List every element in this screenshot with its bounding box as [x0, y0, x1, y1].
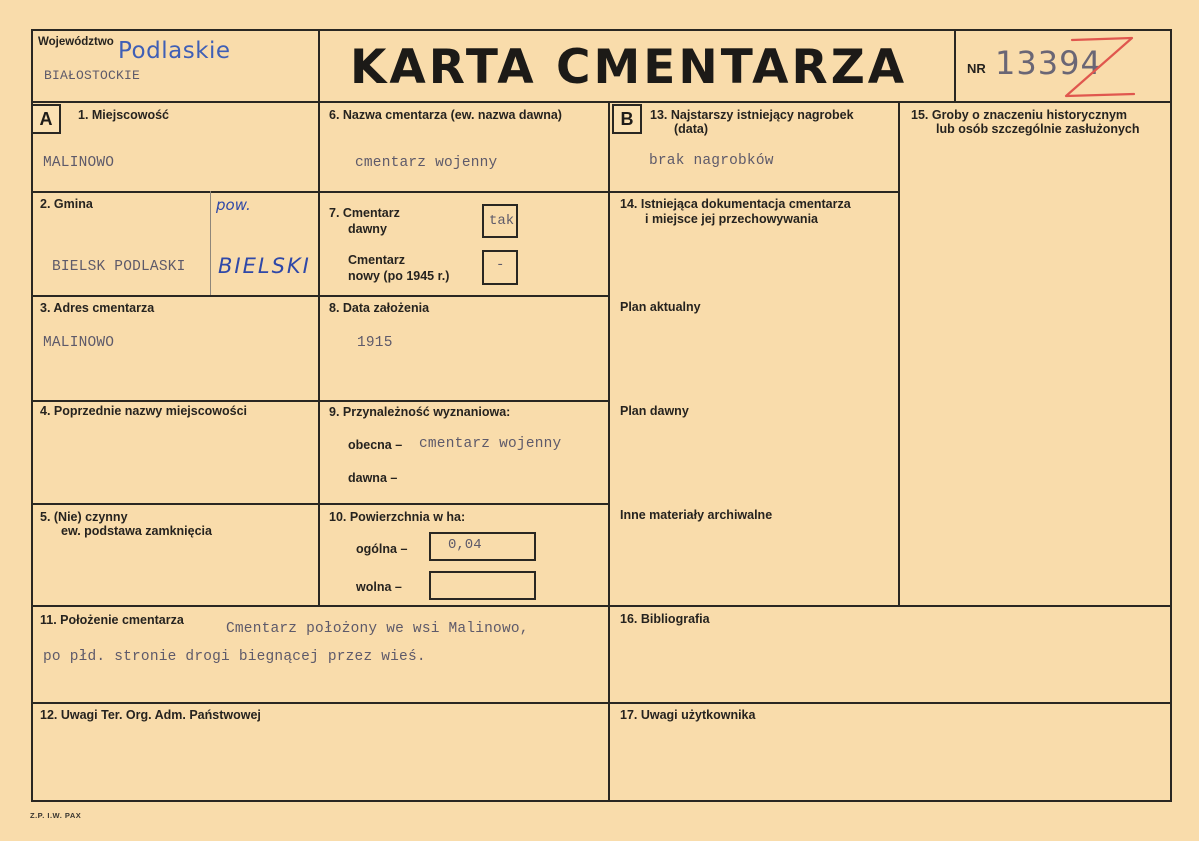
- field-7-label-nowy-1: Cmentarz: [348, 253, 405, 267]
- header-divider: [31, 101, 1172, 103]
- nr-value: 13394: [995, 44, 1102, 82]
- field-9-obecna-value: cmentarz wojenny: [419, 436, 562, 452]
- field-15-label-line2: lub osób szczególnie zasłużonych: [936, 122, 1140, 136]
- border-left: [31, 29, 33, 802]
- wojewodztwo-stamp: Podlaskie: [118, 38, 231, 64]
- plan-dawny-label: Plan dawny: [620, 404, 689, 418]
- col-divider-3: [898, 101, 900, 606]
- row-divider-5: [31, 605, 1172, 607]
- field-8-label: 8. Data założenia: [329, 301, 430, 315]
- section-b-marker: B: [612, 104, 642, 134]
- field-13-value: brak nagrobków: [649, 153, 774, 169]
- z-mark-icon: [1058, 34, 1140, 100]
- field-10-wolna-box: [429, 571, 536, 600]
- row-divider-6: [31, 702, 1172, 704]
- wojewodztwo-typed: BIAŁOSTOCKIE: [44, 68, 141, 83]
- border-top: [31, 29, 1172, 31]
- printer-mark: Z.P. I.W. PAX: [30, 811, 82, 820]
- field-3-value: MALINOWO: [43, 335, 115, 351]
- row-divider-1: [31, 191, 900, 193]
- field-10-ogolna-box: [429, 532, 536, 561]
- inne-materialy-label: Inne materiały archiwalne: [620, 508, 773, 522]
- field-13-label-line2: (data): [674, 122, 709, 136]
- field-13-label-line1: 13. Najstarszy istniejący nagrobek: [650, 108, 854, 122]
- nr-label: NR: [967, 61, 986, 76]
- field-11-line1: Cmentarz położony we wsi Malinowo,: [226, 621, 529, 637]
- col-divider-1: [318, 101, 320, 606]
- field-4-label: 4. Poprzednie nazwy miejscowości: [40, 404, 248, 418]
- field-15-label-line1: 15. Groby o znaczeniu historycznym: [911, 108, 1128, 122]
- field-2-pow-value: BIELSKI: [218, 254, 311, 278]
- field-7-label-nowy-2: nowy (po 1945 r.): [348, 269, 450, 283]
- field-7-dawny-value: tak: [489, 213, 515, 229]
- field-8-value: 1915: [357, 335, 393, 351]
- plan-aktualny-label: Plan aktualny: [620, 300, 701, 314]
- field-5-label-line1: 5. (Nie) czynny: [40, 510, 128, 524]
- field-7-label-dawny-2: dawny: [348, 222, 387, 236]
- header-v2: [954, 29, 956, 103]
- field-9-dawna-label: dawna –: [348, 471, 398, 485]
- field-14-label-line2: i miejsce jej przechowywania: [645, 212, 818, 226]
- gmina-divider: [210, 191, 211, 295]
- field-2-value: BIELSK PODLASKI: [52, 259, 186, 275]
- field-16-label: 16. Bibliografia: [620, 612, 710, 626]
- field-1-label: 1. Miejscowość: [78, 108, 170, 122]
- field-6-label: 6. Nazwa cmentarza (ew. nazwa dawna): [329, 108, 562, 122]
- section-a-marker: A: [31, 104, 61, 134]
- row-divider-2: [31, 295, 610, 297]
- field-2-pow-handwritten: pow.: [216, 196, 251, 214]
- border-bottom: [31, 800, 1172, 802]
- field-14-label-line1: 14. Istniejąca dokumentacja cmentarza: [620, 197, 851, 211]
- field-7-nowy-value: -: [496, 257, 505, 273]
- col-divider-2: [608, 101, 610, 800]
- field-5-label-line2: ew. podstawa zamknięcia: [61, 524, 212, 538]
- header-v1: [318, 29, 320, 103]
- field-7-label-dawny-1: 7. Cmentarz: [329, 206, 400, 220]
- field-1-value: MALINOWO: [43, 155, 115, 171]
- field-2-label: 2. Gmina: [40, 197, 93, 211]
- field-12-label: 12. Uwagi Ter. Org. Adm. Państwowej: [40, 708, 261, 722]
- field-11-line2: po płd. stronie drogi biegnącej przez wieś.: [43, 649, 426, 665]
- row-divider-4: [31, 503, 610, 505]
- page-title: KARTA CMENTARZA: [350, 40, 908, 95]
- field-9-label: 9. Przynależność wyznaniowa:: [329, 405, 511, 419]
- row-divider-3: [31, 400, 610, 402]
- field-10-wolna-label: wolna –: [356, 580, 402, 594]
- field-11-label: 11. Położenie cmentarza: [40, 613, 184, 627]
- field-3-label: 3. Adres cmentarza: [40, 301, 155, 315]
- field-6-value: cmentarz wojenny: [355, 155, 498, 171]
- field-10-ogolna-label: ogólna –: [356, 542, 408, 556]
- border-right: [1170, 29, 1172, 802]
- wojewodztwo-label: Województwo: [38, 36, 114, 48]
- field-10-label: 10. Powierzchnia w ha:: [329, 510, 466, 524]
- field-10-ogolna-value: 0,04: [448, 537, 482, 553]
- field-17-label: 17. Uwagi użytkownika: [620, 708, 756, 722]
- field-9-obecna-label: obecna –: [348, 438, 403, 452]
